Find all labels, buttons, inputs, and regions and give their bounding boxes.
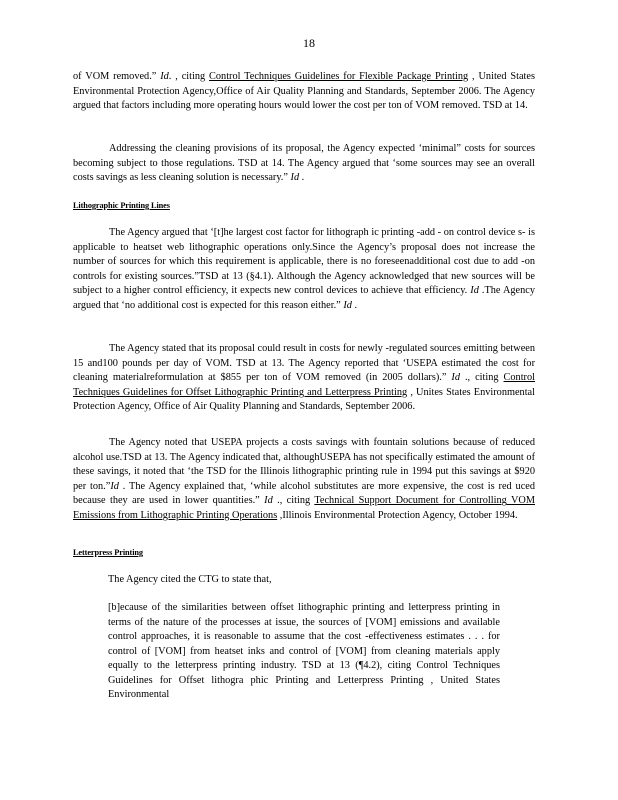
paragraph-vom-costs: of VOM removed.” Id. , citing Control Techniques Guidelines for Flexible Package Printing , United States Environmental Protection Agency,Office of Air Quality Planning and Standards, September 2006. The Agency argued that factors including more operating hours would lower the cost per ton of VOM removed. TSD at 14.	[73, 71, 535, 112]
paragraph-newly-regulated: The Agency stated that its proposal could result in costs for newly -regulated sources emitting between 15 and100 pounds per day of VOM. TSD at 13. The Agency reported that ‘USEPA estimated the cost for cleaning materialreformulation at $855 per ton of VOM removed (in 2005 dollars).” Id ., citing Control Techniques Guidelines for Offset Lithographic Printing and Letterpress Printing , Unites States Environmental Protection Agency, Office of Air Quality Planning and Standards, September 2006.	[73, 343, 535, 413]
page-number: 18	[303, 36, 315, 50]
paragraph-cleaning-provisions: Addressing the cleaning provisions of its proposal, the Agency expected ‘minimal” costs for sources becoming subject to those regulations. TSD at 14. The Agency argued that ‘some sources may see an overall costs savings as less cleaning solution is necessary.” Id .	[73, 143, 535, 184]
section-heading-lithographic: Lithographic Printing Lines	[73, 201, 170, 210]
paragraph-fountain-solutions: The Agency noted that USEPA projects a costs savings with fountain solutions because of reduced alcohol use.TSD at 13. The Agency indicated that, althoughUSEPA has not specifically estimated the amount of these savings, it noted that ‘the TSD for the Illinois lithographic printing rule in 1994 put this savings at $920 per ton.”Id . The Agency explained that, ‘while alcohol substitutes are more expensive, the cost is red uced because they are used in lower quantities.” Id ., citing Technical Support Document for Controlling VOM Emissions from Lithographic Printing Operations ,Illinois Environmental Protection Agency, October 1994.	[73, 437, 535, 521]
citation-technical-support-document: Technical Support Document for Controlling VOM Emissions from Lithographic Printing Operations	[73, 495, 535, 521]
paragraph-ctg-intro: The Agency cited the CTG to state that,	[108, 574, 272, 585]
paragraph-lithographic-costs: The Agency argued that ‘[t]he largest cost factor for lithograph ic printing -add - on control device s- is applicable to heatset web lithographic operations only.Since the Agency’s proposal does not increase the number of sources for which this requirement is applicable, there is no foreseenadditional cost due to add -on controls for existing sources.”TSD at 13 (§4.1). Although the Agency acknowledged that new sources will be subject to a higher control efficiency, it expects new control devices to achieve that efficiency. Id .The Agency argued that ‘no additional cost is expected for this reason either.” Id .	[73, 227, 535, 311]
block-quote-ctg: [b]ecause of the similarities between offset lithographic printing and letterpress printing in terms of the nature of the processes at issue, the sources of [VOM] emissions and available control approaches, it is reasonable to assume that the cost -effectiveness estimates . . . for control of [VOM] from heatset inks and control of [VOM] from cleaning materials apply equally to the letterpress printing industry. TSD at 13 (¶4.2), citing Control Techniques Guidelines for Offset lithogra phic Printing and Letterpress Printing , United States Environmental	[108, 602, 500, 700]
citation-offset-lithographic: Control Techniques Guidelines for Offset Lithographic Printing and Letterpress Printing	[73, 372, 535, 398]
section-heading-letterpress: Letterpress Printing	[73, 548, 143, 557]
citation-flexible-package: Control Techniques Guidelines for Flexible Package Printing	[209, 71, 469, 82]
